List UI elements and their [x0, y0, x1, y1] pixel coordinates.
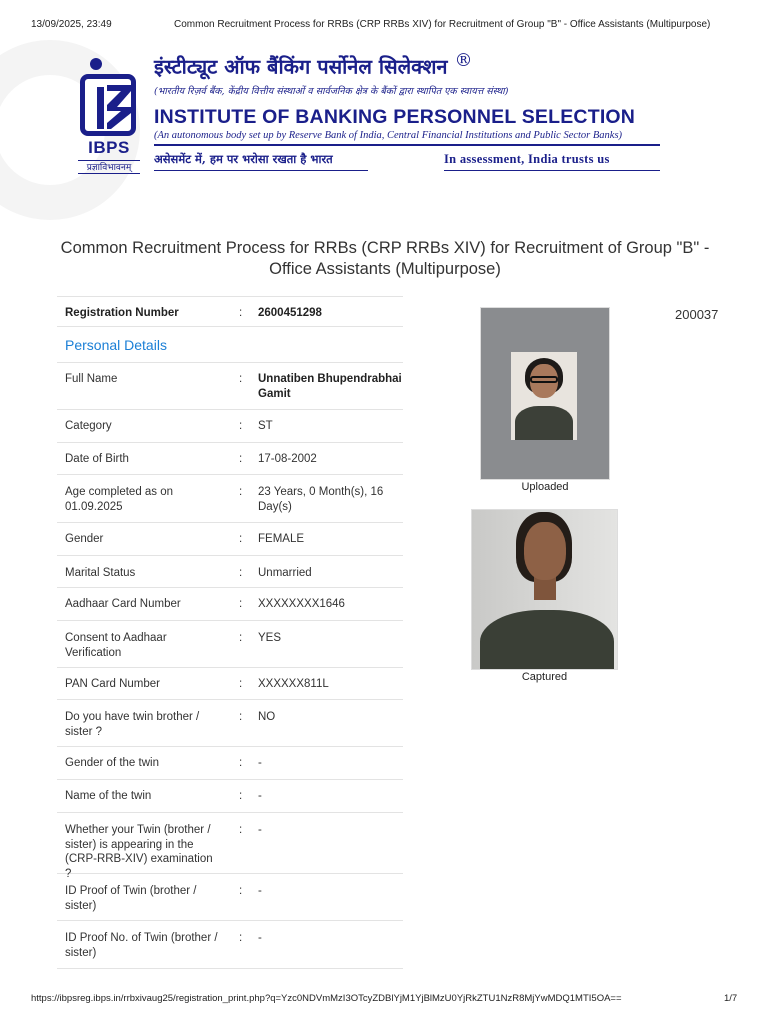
field-separator: :: [239, 533, 243, 545]
field-label: Consent to Aadhaar Verification: [65, 632, 167, 659]
table-row: [57, 363, 403, 410]
table-row: [57, 874, 403, 921]
uploaded-caption: Uploaded: [521, 481, 569, 493]
field-separator: :: [239, 453, 243, 465]
table-row: [57, 523, 403, 556]
field-label: Whether your Twin (brother / sister) is appearing in the (CRP-RRB-XIV) examination ?: [65, 824, 213, 880]
field-value: 2600451298: [258, 307, 322, 319]
field-value: ST: [258, 420, 273, 432]
table-row: [57, 443, 403, 475]
field-separator: :: [239, 824, 243, 836]
field-value: -: [258, 824, 262, 836]
logo-motto: प्रज्ञाविभावनम्: [78, 160, 140, 174]
field-label: Name of the twin: [65, 790, 152, 802]
field-label: Full Name: [65, 373, 118, 385]
table-row: [57, 747, 403, 780]
field-separator: :: [239, 885, 243, 897]
logo-frame: [80, 74, 136, 136]
logo-dot: [90, 58, 102, 70]
field-value: -: [258, 757, 262, 769]
field-separator: :: [239, 678, 243, 690]
field-separator: :: [239, 598, 243, 610]
field-separator: :: [239, 632, 243, 644]
field-label: Registration Number: [65, 307, 179, 319]
field-value: XXXXXXXX1646: [258, 598, 345, 610]
field-label: Age completed as on 01.09.2025: [65, 486, 174, 513]
field-value: -: [258, 932, 262, 944]
field-value: Unmarried: [258, 567, 312, 579]
table-row: [57, 700, 403, 747]
banner-divider: [154, 144, 660, 146]
registration-row: [57, 296, 403, 327]
table-row: [57, 621, 403, 668]
table-row: [57, 921, 403, 969]
field-separator: :: [239, 486, 243, 498]
field-separator: :: [239, 567, 243, 579]
captured-caption: Captured: [521, 671, 568, 683]
table-row: [57, 668, 403, 700]
table-row: [57, 475, 403, 523]
field-label: Category: [65, 420, 112, 432]
table-row: [57, 813, 403, 880]
field-separator: :: [239, 757, 243, 769]
print-page-title: Common Recruitment Process for RRBs (CRP RRBs XIV) for Recruitment of Group "B" - Office Assistants (Multipurpose): [174, 19, 711, 30]
field-value: Unnatiben Bhupendrabhai Gamit: [258, 373, 402, 400]
field-label: Gender of the twin: [65, 757, 159, 769]
document-title: Common Recruitment Process for RRBs (CRP RRBs XIV) for Recruitment of Group "B" - Office Assistants (Multipurpose): [60, 239, 710, 278]
field-label: PAN Card Number: [65, 678, 161, 690]
field-label: ID Proof of Twin (brother / sister): [65, 885, 197, 912]
logo-text: IBPS: [88, 138, 130, 157]
field-separator: :: [239, 307, 243, 319]
tagline-hindi: असेसमेंट में, हम पर भरोसा रखता है भारत: [154, 152, 333, 166]
uploaded-photo-image: [511, 352, 577, 440]
page-number: 1/7: [724, 993, 738, 1004]
field-separator: :: [239, 790, 243, 802]
tagline-english-underline: [444, 170, 660, 171]
print-timestamp: 13/09/2025, 23:49: [31, 19, 112, 30]
section-heading: Personal Details: [57, 327, 403, 363]
photo-body: [515, 406, 573, 440]
hindi-subtitle: (भारतीय रिज़र्व बैंक, केंद्रीय वित्तीय संस्थाओं व सार्वजनिक क्षेत्र के बैंकों द्वारा स्थापित एक स्वायत्त संस्था): [154, 86, 509, 97]
photo-face: [524, 522, 566, 580]
field-label: Date of Birth: [65, 453, 129, 465]
logo-mark-icon: [107, 85, 131, 129]
details-table: [57, 296, 403, 969]
ibps-banner: [78, 48, 668, 176]
registered-mark: ®: [454, 50, 473, 71]
english-subtitle: (An autonomous body set up by Reserve Bank of India, Central Financial Institutions and Public Sector Banks): [154, 130, 623, 141]
print-url: https://ibpsreg.ibps.in/rrbxivaug25/registration_print.php?q=Yzc0NDVmMzI3OTcyZDBlYjM1YjBlMzU0YjRkZTU1NzR8MjYwMDQ1MTI5OA==: [31, 993, 622, 1004]
field-label: Gender: [65, 533, 104, 545]
field-value: -: [258, 885, 262, 897]
field-separator: :: [239, 932, 243, 944]
captured-photo: [471, 509, 618, 670]
field-label: Do you have twin brother / sister ?: [65, 711, 200, 738]
ibps-logo: [78, 56, 140, 174]
photo-body: [480, 610, 614, 670]
photo-glasses: [530, 376, 558, 383]
logo-bar: [97, 87, 104, 129]
table-row: [57, 780, 403, 813]
field-label: Marital Status: [65, 567, 136, 579]
tagline-hindi-underline: [154, 170, 368, 171]
field-value: NO: [258, 711, 276, 723]
field-separator: :: [239, 711, 243, 723]
tagline-english: In assessment, India trusts us: [444, 152, 610, 166]
table-row: [57, 556, 403, 588]
field-value: 23 Years, 0 Month(s), 16 Day(s): [258, 486, 384, 513]
field-separator: :: [239, 373, 243, 385]
roll-number: 200037: [675, 307, 719, 322]
field-label: ID Proof No. of Twin (brother / sister): [65, 932, 218, 959]
field-value: -: [258, 790, 262, 802]
field-value: YES: [258, 632, 282, 644]
field-value: XXXXXX811L: [258, 678, 329, 690]
table-row: [57, 410, 403, 443]
english-institute-title: INSTITUTE OF BANKING PERSONNEL SELECTION: [154, 106, 636, 128]
uploaded-photo: [480, 307, 610, 480]
field-label: Aadhaar Card Number: [65, 598, 181, 610]
field-value: 17-08-2002: [258, 453, 317, 465]
hindi-title-text: इंस्टीट्यूट ऑफ बैंकिंग पर्सोनेल सिलेक्शन: [154, 54, 448, 79]
field-value: FEMALE: [258, 533, 305, 545]
field-separator: :: [239, 420, 243, 432]
hindi-institute-title: [154, 50, 473, 80]
table-row: [57, 588, 403, 621]
